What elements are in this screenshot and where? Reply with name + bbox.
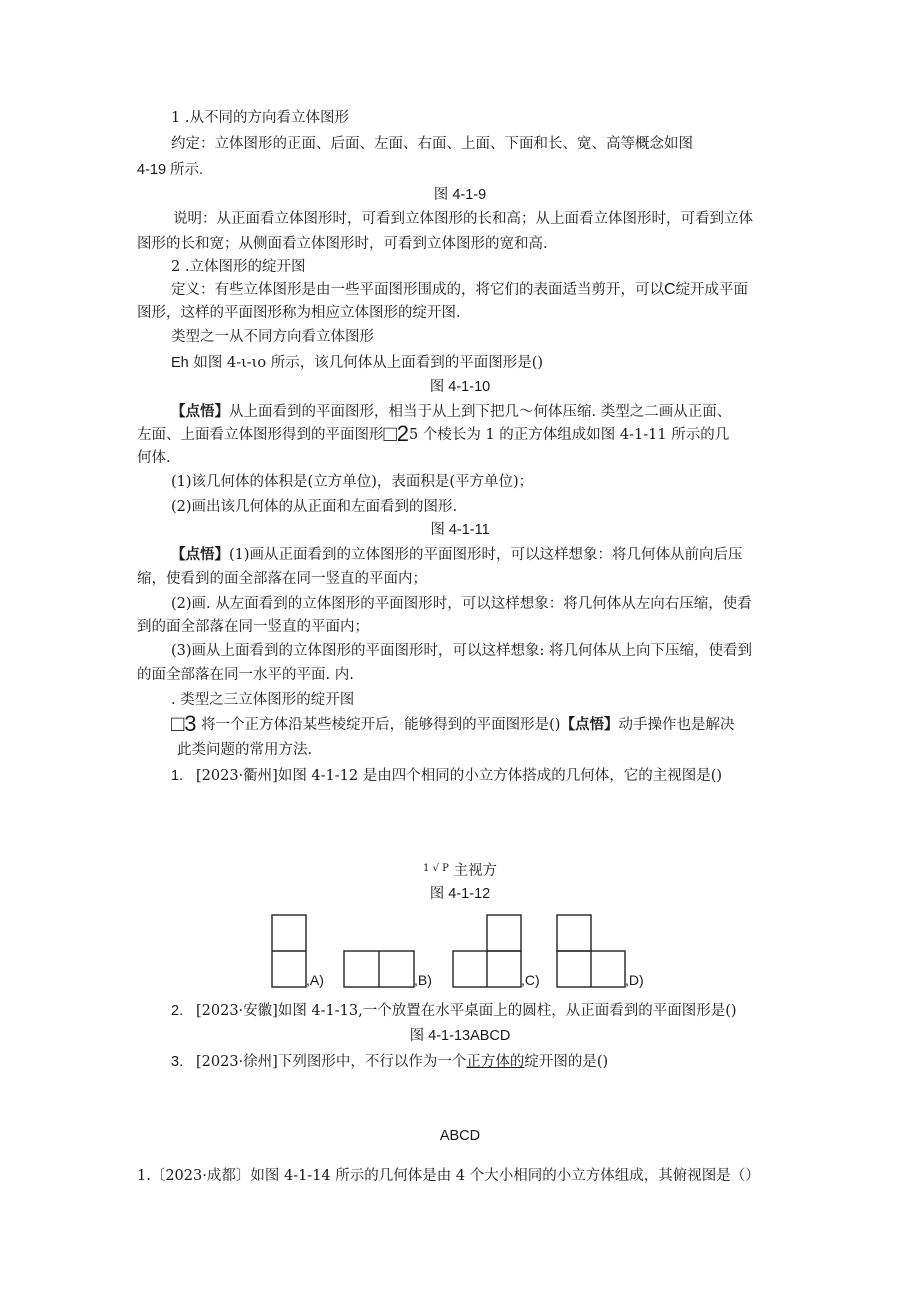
definition-text: 定义：有些立体图形是由一些平面图形围成的，将它们的表面适当剪开，可以C绽开成平面 — [171, 281, 749, 298]
figure-caption-4-1-11: 图 4-1-11 — [430, 522, 490, 538]
figure-caption-4-1-12: 图 4-1-12 — [429, 886, 491, 902]
hint-1: 【点悟】从上面看到的平面图形，相当于从上到下把几～何体压缩. 类型之二画从正面、 — [171, 403, 732, 420]
option-b-label: ,B) — [414, 972, 432, 988]
definition-text-cont: 图形，这样的平面图形称为相应立体图形的绽开图. — [137, 305, 461, 321]
section-1-heading: 1 .从不同的方向看立体图形 — [171, 110, 349, 126]
question-2-part-2: (2)画出该几何体的从正面和左面看到的图形. — [171, 499, 458, 515]
hint-2-part-2-cont: 到的面全部落在同一竖直的平面内； — [137, 619, 369, 635]
hint-2: 【点悟】(1)画从正面看到的立体图形的平面图形时，可以这样想象：将几何体从前向后压 — [171, 546, 743, 563]
option-a-label: ,A) — [306, 972, 324, 988]
explanation-text-cont: 图形的长和宽；从侧面看立体图形时，可看到立体图形的宽和高. — [137, 236, 548, 252]
hint-2-part-2: (2)画. 从左面看到的立体图形的平面图形时，可以这样想象：将几何体从左向右压缩，使看 — [171, 596, 752, 612]
type-3-question-cont: 此类问题的常用方法. — [177, 742, 313, 758]
option-d-label: ,D) — [625, 972, 644, 988]
type-2-line-cont: 何体. — [137, 450, 171, 466]
convention-text: 约定：立体图形的正面、后面、左面、右面、上面、下面和长、宽、高等概念如图 — [171, 136, 693, 152]
option-b-figure — [344, 951, 414, 987]
option-d-figure — [557, 915, 625, 987]
hint-2-part-3-cont: 的面全部落在同一水平的平面. 内. — [137, 667, 354, 683]
type-3-question: □3 将一个正方体沿某些棱绽开后，能够得到的平面图形是()【点悟】动手操作也是解决 — [171, 711, 735, 736]
type-2-line: 左面、上面看立体图形得到的平面图形□25 个棱长为 1 的正方体组成如图 4-1-11 所示的几 — [137, 421, 730, 446]
exercise-1-number: 1. — [171, 768, 184, 784]
type-3-heading: . 类型之三立体图形的绽开图 — [171, 692, 355, 708]
main-view-label: $^{1 √ P}$ 主视方 — [423, 863, 497, 879]
exercise-2-number: 2. — [171, 1003, 184, 1019]
exercise-3-options: ABCD — [439, 1128, 481, 1144]
option-c-label: ,C) — [521, 972, 540, 988]
convention-text-cont: 4-19 所示. — [137, 162, 204, 178]
exercise-2-text: [2023·安徽]如图 4-1-13,一个放置在水平桌面上的圆柱，从正面看到的平面图形是() — [196, 1003, 737, 1019]
question-2-part-1: (1)该几何体的体积是(立方单位)，表面积是(平方单位)； — [171, 474, 534, 490]
exercise-4-text: 1.〔2023·成都〕如图 4-1-14 所示的几何体是由 4 个大小相同的小立方体组成，其俯视图是（） — [137, 1168, 760, 1184]
option-c-figure — [453, 915, 521, 987]
figure-caption-4-1-9: 图 4-1-9 — [433, 187, 487, 203]
hint-2-cont: 缩，使看到的面全部落在同一竖直的平面内； — [137, 571, 427, 587]
section-2-heading: 2 .立体图形的绽开图 — [171, 259, 306, 275]
explanation-text: 说明：从正面看立体图形时，可看到立体图形的长和高；从上面看立体图形时，可看到立体 — [173, 211, 753, 227]
type-1-heading: 类型之一从不同方向看立体图形 — [171, 329, 374, 345]
example-1: Eh 如图 4-ι-ιo 所示，该几何体从上面看到的平面图形是() — [171, 355, 544, 371]
option-a-figure — [272, 915, 306, 987]
figure-caption-4-1-10: 图 4-1-10 — [429, 379, 491, 395]
exercise-3-text: [2023·徐州]下列图形中，不行以作为一个正方体的绽开图的是() — [196, 1054, 609, 1070]
hint-2-part-3: (3)画从上面看到的立体图形的平面图形时，可以这样想象: 将几何体从上向下压缩，使看到 — [171, 643, 753, 659]
exercise-1-text: [2023·衢州]如图 4-1-12 是由四个相同的小立方体搭成的几何体，它的主视图是() — [196, 768, 723, 784]
exercise-3-number: 3. — [171, 1054, 184, 1070]
figure-caption-4-1-13: 图 4-1-13ABCD — [409, 1028, 511, 1044]
